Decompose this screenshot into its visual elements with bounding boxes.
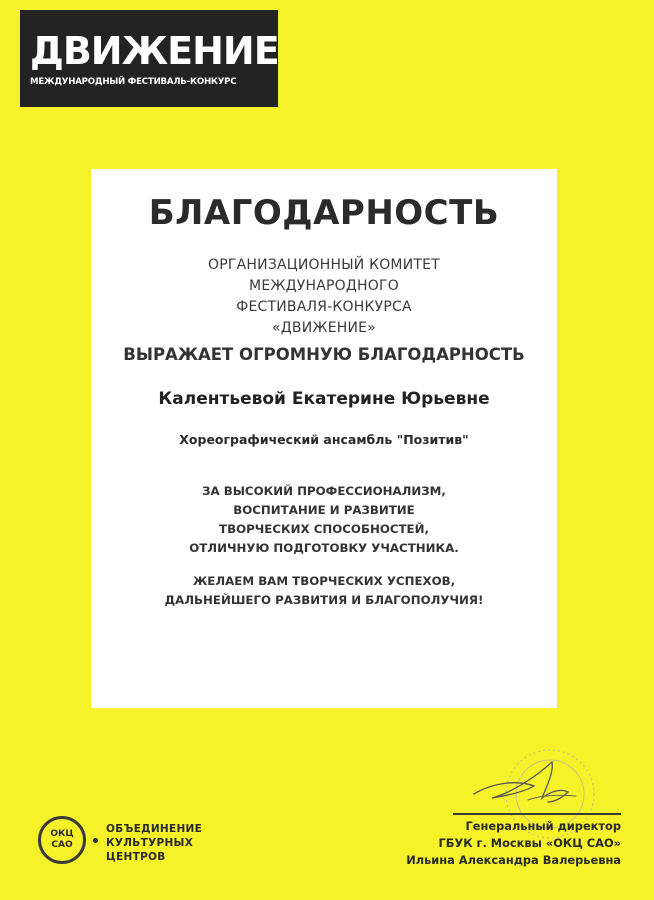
okc-logo-line: САО [51,840,73,850]
okc-logo-dot [93,838,98,843]
committee-line: ОРГАНИЗАЦИОННЫЙ КОМИТЕТ [208,257,440,273]
wishes-block [91,572,557,610]
festival-logo-subtitle: МЕЖДУНАРОДНЫЙ ФЕСТИВАЛЬ-КОНКУРС [30,77,237,87]
director-name: Ильина Александра Валерьевна [406,853,621,867]
committee-line: «ДВИЖЕНИЕ» [272,320,376,336]
director-block [406,818,621,869]
recipient-name: Калентьевой Екатерине Юрьевне [158,389,490,409]
partner-name-line: ОБЪЕДИНЕНИЕ [106,823,203,835]
festival-logo [20,10,278,107]
okc-logo-line: ОКЦ [50,829,74,839]
director-title: Генеральный директор [465,819,621,833]
festival-logo-title: ДВИЖЕНИЕ [30,29,279,73]
ensemble-name: Хореографический ансамбль "Позитив" [179,432,469,447]
reason-line: ТВОРЧЕСКИХ СПОСОБНОСТЕЙ, [219,522,429,536]
signature-line [453,813,621,815]
partner-name-line: ЦЕНТРОВ [106,851,166,863]
reason-line: ЗА ВЫСОКИЙ ПРОФЕССИОНАЛИЗМ, [202,484,446,498]
committee-line: МЕЖДУНАРОДНОГО [249,278,399,294]
reason-line: ВОСПИТАНИЕ И РАЗВИТИЕ [233,503,415,517]
thanks-line: ВЫРАЖАЕТ ОГРОМНУЮ БЛАГОДАРНОСТЬ [123,345,525,364]
reason-block [91,482,557,558]
committee-line: ФЕСТИВАЛЯ-КОНКУРСА [236,299,412,315]
wish-line: ЖЕЛАЕМ ВАМ ТВОРЧЕСКИХ УСПЕХОВ, [192,574,456,588]
certificate-panel [91,169,557,708]
committee-block [91,255,557,339]
okc-logo-text [38,829,86,851]
partner-name-line: КУЛЬТУРНЫХ [106,837,194,849]
reason-line: ОТЛИЧНУЮ ПОДГОТОВКУ УЧАСТНИКА. [189,541,459,555]
partner-name [106,822,202,864]
director-signature [464,752,584,812]
certificate-title: БЛАГОДАРНОСТЬ [148,193,500,233]
wish-line: ДАЛЬНЕЙШЕГО РАЗВИТИЯ И БЛАГОПОЛУЧИЯ! [164,593,484,607]
director-organization: ГБУК г. Москвы «ОКЦ САО» [438,836,621,850]
